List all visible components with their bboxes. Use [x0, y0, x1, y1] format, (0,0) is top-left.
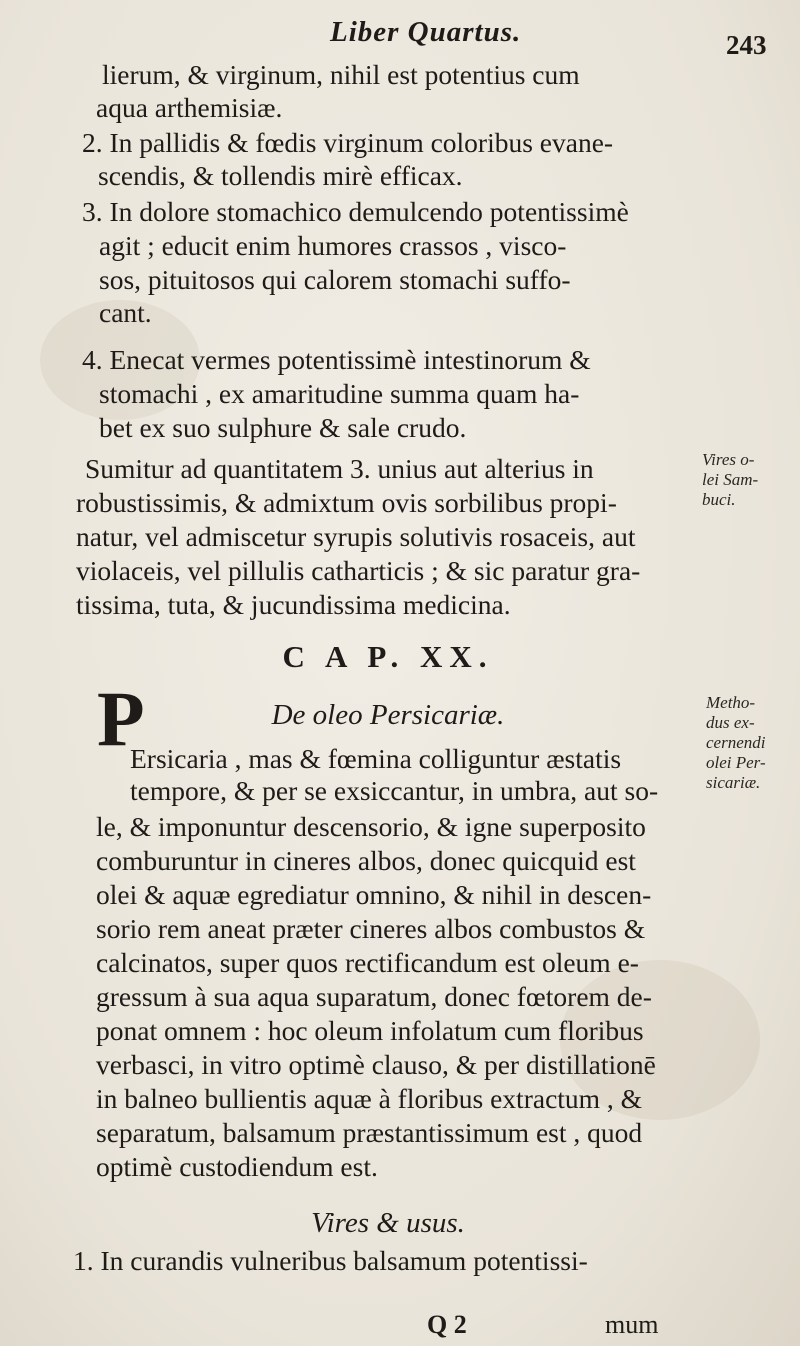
text-line: olei & aquæ egrediatur omnino, & nihil in descen-	[96, 879, 652, 910]
text-line: violaceis, vel pillulis catharticis ; & sic paratur gra-	[76, 555, 641, 586]
margin-note-line: sicariæ.	[706, 773, 761, 792]
drop-cap: P	[97, 675, 145, 762]
margin-note-line: olei Per-	[706, 753, 766, 772]
text-line: cant.	[99, 297, 152, 328]
margin-note-vires	[702, 450, 798, 510]
text-line: Ersicaria , mas & fœmina colliguntur æstatis	[130, 743, 622, 774]
text-line: separatum, balsamum præstantissimum est , quod	[96, 1117, 643, 1148]
text-line: 1. In curandis vulneribus balsamum potentissi-	[73, 1245, 588, 1276]
text-line: Sumitur ad quantitatem 3. unius aut alterius in	[85, 453, 594, 484]
text-line: robustissimis, & admixtum ovis sorbilibus propi-	[76, 487, 617, 518]
section-heading: Vires & usus.	[311, 1207, 465, 1239]
running-title: Liber Quartus.	[330, 16, 522, 48]
text-line: optimè custodiendum est.	[96, 1151, 378, 1182]
margin-note-methodus	[706, 693, 800, 793]
margin-note-line: Vires o-	[702, 450, 755, 469]
signature-mark: Q 2	[427, 1310, 467, 1339]
text-line: bet ex suo sulphure & sale crudo.	[99, 412, 467, 443]
chapter-subtitle: De oleo Persicariæ.	[271, 699, 505, 731]
text-line: natur, vel admiscetur syrupis solutivis rosaceis, aut	[76, 521, 636, 552]
text-line: 4. Enecat vermes potentissimè intestinorum &	[82, 344, 591, 375]
text-line: calcinatos, super quos rectificandum est oleum e-	[96, 947, 639, 978]
text-line: verbasci, in vitro optimè clauso, & per distillationē	[96, 1049, 656, 1080]
text-line: sos, pituitosos qui calorem stomachi suffo-	[99, 264, 571, 295]
text-line: comburuntur in cineres albos, donec quicquid est	[96, 845, 636, 876]
margin-note-line: lei Sam-	[702, 470, 759, 489]
text-line: in balneo bullientis aquæ à floribus extractum , &	[96, 1083, 643, 1114]
text-line: sorio rem aneat præter cineres albos combustos &	[96, 913, 646, 944]
text-line: tissima, tuta, & jucundissima medicina.	[76, 589, 511, 620]
text-line: aqua arthemisiæ.	[96, 92, 283, 123]
text-line: gressum à sua aqua suparatum, donec fœtorem de-	[96, 981, 652, 1012]
catchword: mum	[605, 1310, 659, 1339]
chapter-heading: C A P. XX.	[282, 639, 494, 674]
text-line: scendis, & tollendis mirè efficax.	[98, 160, 463, 191]
margin-note-line: cernendi	[706, 733, 766, 752]
text-line: tempore, & per se exsiccantur, in umbra, aut so-	[130, 775, 659, 806]
text-line: stomachi , ex amaritudine summa quam ha-	[99, 378, 580, 409]
text-line: ponat omnem : hoc oleum infolatum cum floribus	[96, 1015, 644, 1046]
text-line: lierum, & virginum, nihil est potentius cum	[102, 59, 580, 90]
text-line: 2. In pallidis & fœdis virginum coloribus evane-	[82, 127, 614, 158]
margin-note-line: buci.	[702, 490, 736, 509]
page-number: 243	[726, 30, 767, 60]
margin-note-line: dus ex-	[706, 713, 755, 732]
text-line: 3. In dolore stomachico demulcendo potentissimè	[82, 196, 629, 227]
text-line: agit ; educit enim humores crassos , visco-	[99, 230, 567, 261]
margin-note-line: Metho-	[706, 693, 756, 712]
page-header	[0, 12, 800, 62]
text-line: le, & imponuntur descensorio, & igne superposito	[96, 811, 646, 842]
